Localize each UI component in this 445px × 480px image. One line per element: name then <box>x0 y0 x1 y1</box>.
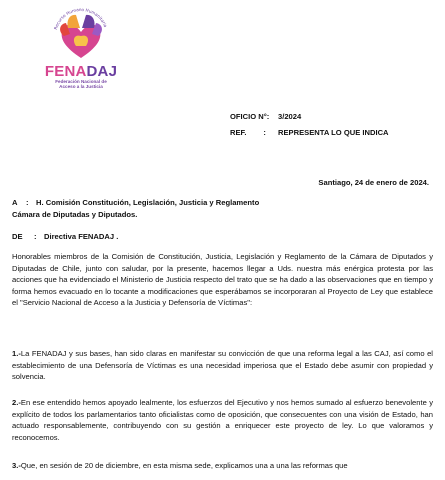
recipient-label: A <box>12 198 18 207</box>
ref-value: REPRESENTA LO QUE INDICA <box>278 128 389 137</box>
paragraph-2: 2.-En ese entendido hemos apoyado lealmente, los esfuerzos del Ejecutivo y nos hemos sumado al esfuerzo benevolente y explícito de todos los parlamentarios tanto oficialistas como de oposición, que consecuentes con una visión de Estado, han actuado responsablemente, contribuyendo con su gestión a enriquecer este proyecto de ley. Lo que valoramos y reconocemos. <box>12 398 433 442</box>
paragraph-1: 1.-La FENADAJ y sus bases, han sido claras en manifestar su convicción de que una reforma legal a las CAJ, así como el establecimiento de una Defensoría de Víctimas es una necesidad imperiosa que el Estado debe asumir con propiedad y solvencia. <box>12 349 433 381</box>
paragraph-3: 3.-Que, en sesión de 20 de diciembre, en esta misma sede, explicamos una a una las reformas que <box>12 461 348 470</box>
intro-paragraph: Honorables miembros de la Comisión de Constitución, Justicia, Legislación y Reglamento de la Cámara de Diputados y Diputadas de Chile, junto con saludar, por la presente, hacemos llegar a Uds. nuestra más enérgica protesta por las acciones que ha evidenciado el Ministerio de Justicia respecto del trato que se ha dado a las observaciones que en tiempo y forma hemos evacuado en lo tocante a modificaciones que esperábamos se incorporaran al Proyecto de Ley que establece el "Servicio Nacional de Acceso a la Justicia y Defensoría de Víctimas": <box>12 252 433 307</box>
logo-arc-text: Recurso Humano Humanitaria <box>52 6 109 31</box>
fenadaj-logo <box>26 6 136 89</box>
hands-heart-icon <box>50 6 112 64</box>
logo-wordmark: FENADAJ <box>44 63 118 80</box>
recipient-line-2: Cámara de Diputadas y Diputados. <box>12 210 138 219</box>
ref-line <box>230 128 389 137</box>
sender-label: DE <box>12 232 23 241</box>
sender-line: DE : Directiva FENADAJ . <box>12 232 119 241</box>
letter-date: Santiago, 24 de enero de 2024. <box>318 178 429 187</box>
sender-name: Directiva FENADAJ <box>44 232 115 241</box>
oficio-line <box>230 112 301 121</box>
recipient-line: A : H. Comisión Constitución, Legislación, Justicia y Reglamento <box>12 198 260 207</box>
oficio-label: OFICIO N°: <box>230 112 270 121</box>
ref-label: REF. : <box>230 128 266 137</box>
oficio-value: 3/2024 <box>278 112 302 121</box>
recipient-name: H. Comisión Constitución, Legislación, Justicia y Reglamento <box>36 198 260 207</box>
logo-subtitle: Federación Nacional de Acceso a la Justicia <box>55 79 107 89</box>
